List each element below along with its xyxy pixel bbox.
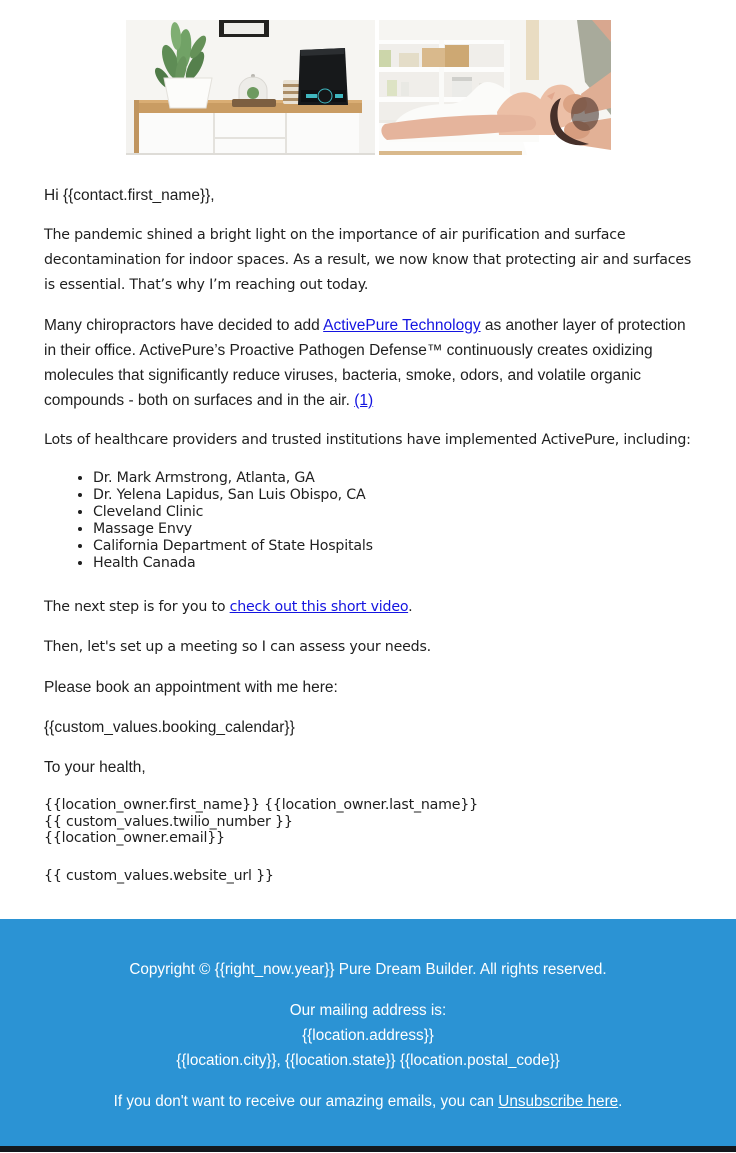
greeting: Hi {{contact.first_name}}, — [44, 187, 215, 204]
footer-address-line1: {{location.address}} — [302, 1026, 434, 1044]
paragraph-closing: To your health, — [44, 759, 146, 776]
unsubscribe-link[interactable]: Unsubscribe here — [498, 1092, 619, 1110]
footer-unsubscribe-line — [24, 1089, 712, 1114]
paragraph-activepure-pre: Many chiropractors have decided to add — [44, 317, 324, 334]
signature-phone: {{ custom_values.twilio_number }} — [44, 813, 293, 830]
booking-calendar-placeholder: {{custom_values.booking_calendar}} — [44, 719, 295, 736]
paragraph-book: Please book an appointment with me here: — [44, 679, 338, 696]
picture-frame-icon — [219, 20, 269, 37]
paragraph-next-step-post: . — [408, 599, 413, 615]
paragraph-pandemic: The pandemic shined a bright light on the importance of air purification and surface decontamination for indoor spaces. As a result, we now know that protecting air and surfaces is essential. That’s why I’m reaching out today. — [44, 227, 692, 293]
paragraph-activepure — [44, 313, 692, 413]
footer-address-line2: {{location.city}}, {{location.state}} {{location.postal_code}} — [176, 1051, 560, 1069]
signature-block — [44, 797, 692, 847]
signature-email: {{location_owner.email}} — [44, 830, 225, 846]
footer-bottom-strip — [0, 1146, 736, 1152]
air-purifier — [298, 48, 348, 105]
provider-item: • California Department of State Hospitals — [93, 538, 692, 555]
paragraph-next-step — [44, 595, 692, 620]
provider-item: • Cleveland Clinic — [93, 504, 692, 521]
sideboard — [126, 100, 375, 155]
providers-list — [44, 470, 692, 572]
provider-item: • Dr. Yelena Lapidus, San Luis Obispo, CA — [93, 487, 692, 504]
provider-item: • Massage Envy — [93, 521, 692, 538]
paragraph-activepure-mid: as another layer of protection in their office. ActivePure’s Proactive Pathogen Defense™ continuously creates oxidizing molecules that significantly reduce viruses, bacteria, smoke, odors, and volatile organic compounds - both on surfaces and in the air. — [44, 317, 686, 409]
header-photo — [126, 20, 611, 155]
email-content — [0, 155, 736, 889]
paragraph-meeting: Then, let's set up a meeting so I can assess your needs. — [44, 639, 431, 655]
header-photo-right — [379, 20, 611, 155]
paragraph-next-step-pre: The next step is for you to — [44, 599, 230, 615]
stacked-cups — [283, 80, 300, 104]
paragraph-providers-intro: Lots of healthcare providers and trusted institutions have implemented ActivePure, including: — [44, 432, 691, 448]
provider-item: • Health Canada — [93, 555, 692, 572]
provider-item: • Dr. Mark Armstrong, Atlanta, GA — [93, 470, 692, 487]
activepure-technology-link[interactable]: ActivePure Technology — [323, 317, 481, 334]
footer-copyright: Copyright © {{right_now.year}} Pure Dream Builder. All rights reserved. — [129, 960, 607, 978]
email-page — [0, 20, 736, 1152]
signature-website: {{ custom_values.website_url }} — [44, 867, 274, 884]
footer-unsubscribe-post: . — [618, 1092, 623, 1110]
footnote-1-link[interactable]: (1) — [354, 392, 374, 409]
email-footer — [0, 919, 736, 1146]
header-photo-left — [126, 20, 375, 155]
signature-name: {{location_owner.first_name}} {{location_owner.last_name}} — [44, 797, 478, 813]
footer-address-block — [24, 998, 712, 1073]
short-video-link[interactable]: check out this short video — [229, 599, 409, 615]
footer-unsubscribe-pre: If you don't want to receive our amazing emails, you can — [113, 1092, 499, 1110]
footer-mailing-intro: Our mailing address is: — [289, 1001, 447, 1019]
